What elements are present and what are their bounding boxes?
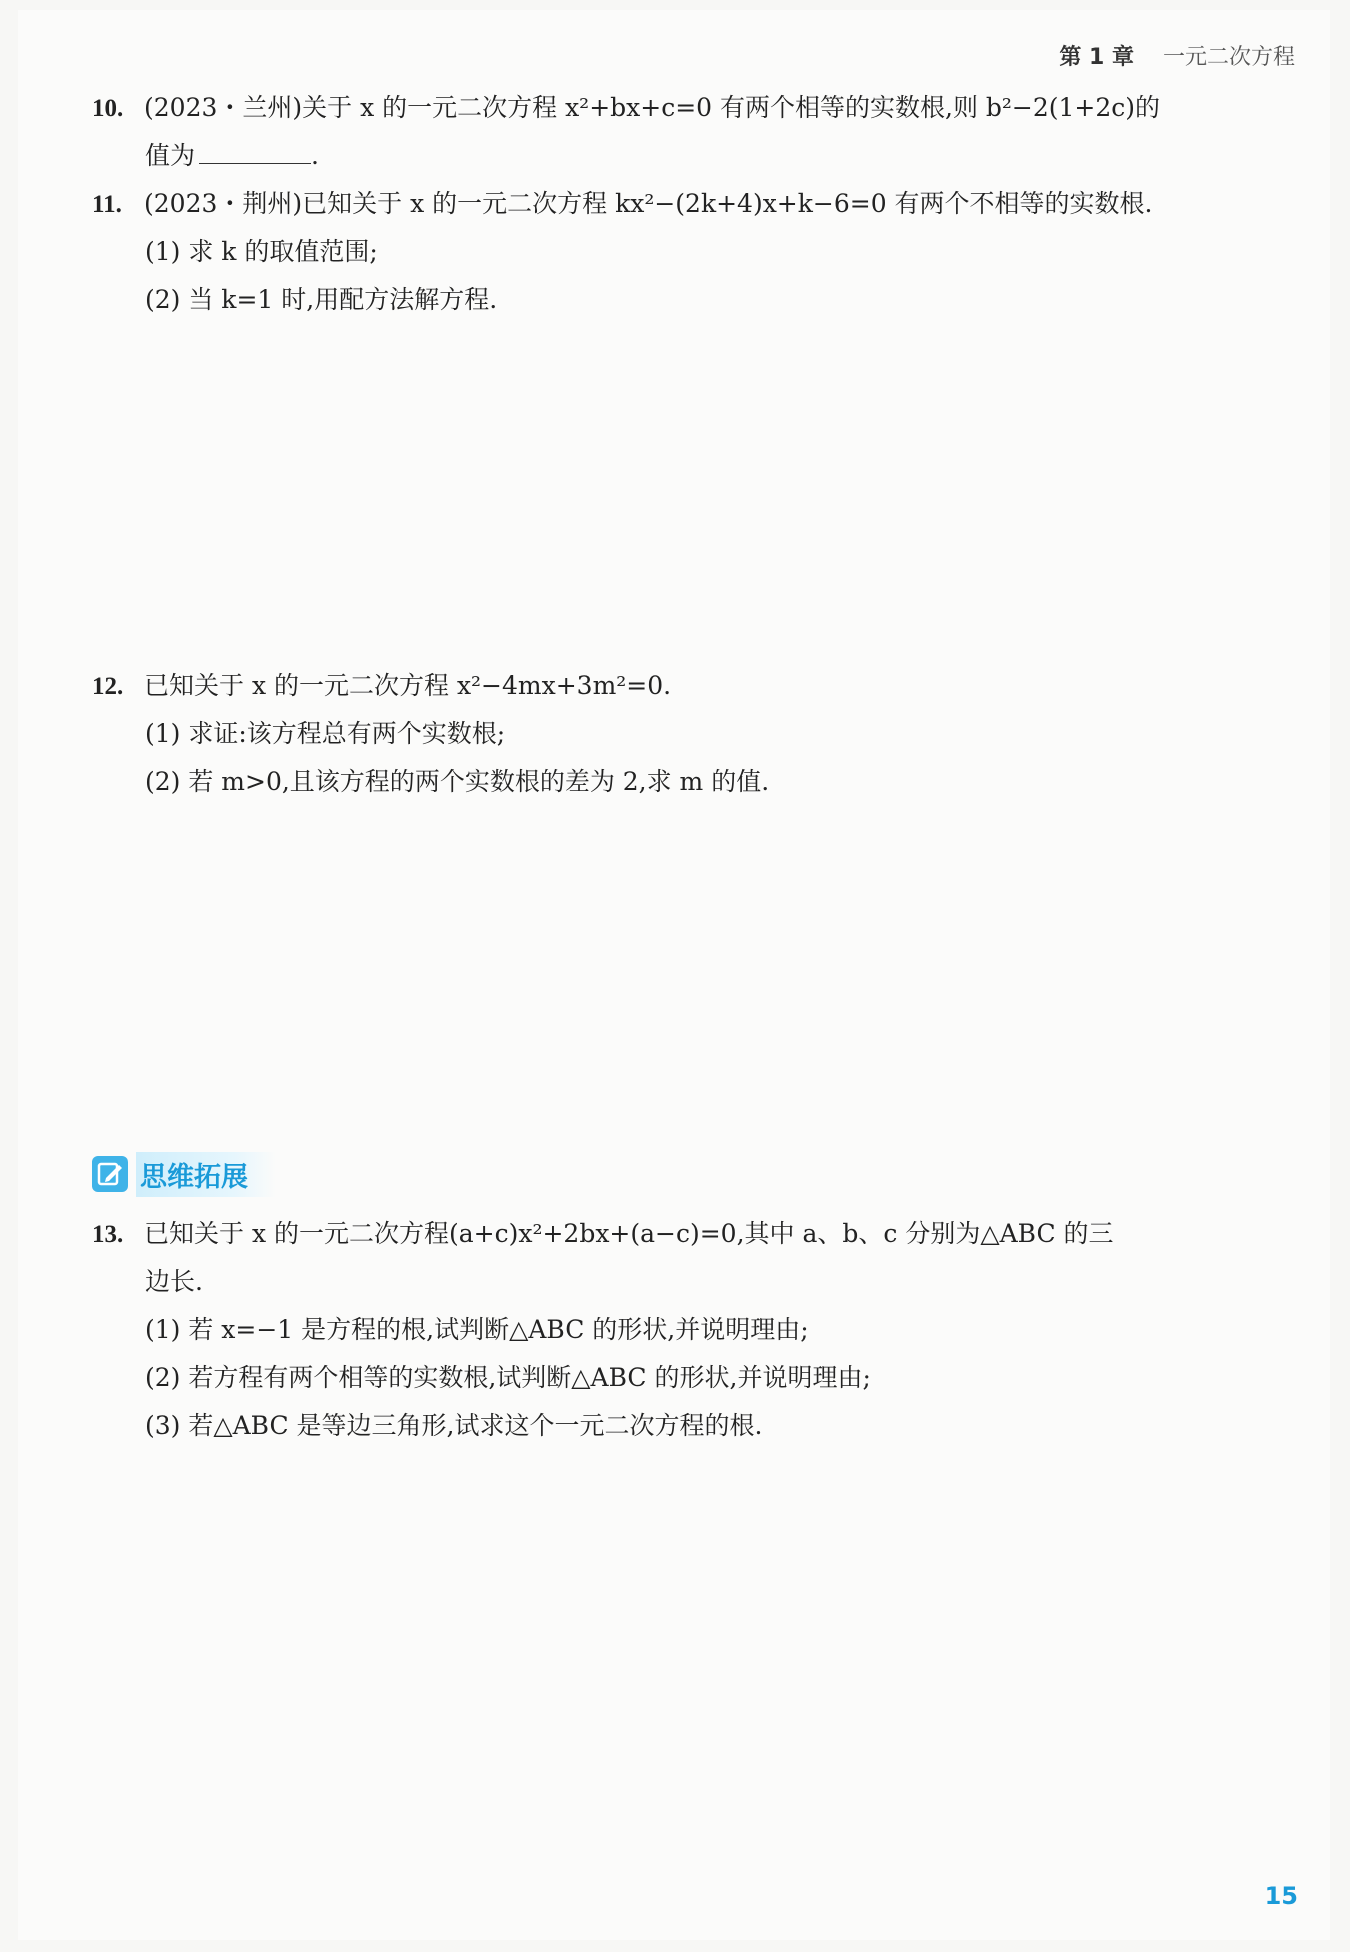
question-12-part2: (2) 若 m>0,且该方程的两个实数根的差为 2,求 m 的值. xyxy=(145,767,770,796)
chapter-label: 第 1 章 xyxy=(1059,45,1134,70)
question-10-line2 xyxy=(145,132,319,180)
chapter-topic: 一元二次方程 xyxy=(1162,45,1295,70)
question-text: (2023・兰州)关于 x 的一元二次方程 x²+bx+c=0 有两个相等的实数根,则 b²−2(1+2c)的 xyxy=(144,93,1161,122)
chapter-header xyxy=(1059,40,1295,71)
question-text: (2023・荆州)已知关于 x 的一元二次方程 kx²−(2k+4)x+k−6=0 有两个不相等的实数根. xyxy=(144,189,1153,218)
question-11-part1: (1) 求 k 的取值范围; xyxy=(145,237,378,266)
question-12-part1: (1) 求证:该方程总有两个实数根; xyxy=(145,719,506,748)
section-title: 思维拓展 xyxy=(136,1152,276,1197)
question-13-part1: (1) 若 x=−1 是方程的根,试判断△ABC 的形状,并说明理由; xyxy=(145,1315,809,1344)
question-11-part2: (2) 当 k=1 时,用配方法解方程. xyxy=(145,285,498,314)
question-12 xyxy=(92,662,671,711)
pencil-note-icon xyxy=(92,1156,128,1192)
question-13 xyxy=(92,1210,1114,1259)
question-13-part3: (3) 若△ABC 是等边三角形,试求这个一元二次方程的根. xyxy=(145,1411,763,1440)
question-13-line2: 边长. xyxy=(145,1267,203,1296)
question-text: 已知关于 x 的一元二次方程 x²−4mx+3m²=0. xyxy=(144,671,672,700)
question-text-end: . xyxy=(311,141,319,170)
question-number: 11. xyxy=(92,191,122,218)
page-number: 15 xyxy=(1264,1882,1298,1910)
question-number: 10. xyxy=(92,95,124,122)
question-number: 13. xyxy=(92,1221,124,1248)
question-number: 12. xyxy=(92,673,124,700)
question-13-part2: (2) 若方程有两个相等的实数根,试判断△ABC 的形状,并说明理由; xyxy=(145,1363,871,1392)
question-text: 已知关于 x 的一元二次方程(a+c)x²+2bx+(a−c)=0,其中 a、b、c 分别为△ABC 的三 xyxy=(144,1219,1114,1248)
question-11 xyxy=(92,180,1153,229)
question-text: 值为 xyxy=(145,141,196,170)
answer-blank[interactable] xyxy=(199,141,311,164)
section-header xyxy=(92,1152,276,1196)
question-10 xyxy=(92,84,1160,133)
